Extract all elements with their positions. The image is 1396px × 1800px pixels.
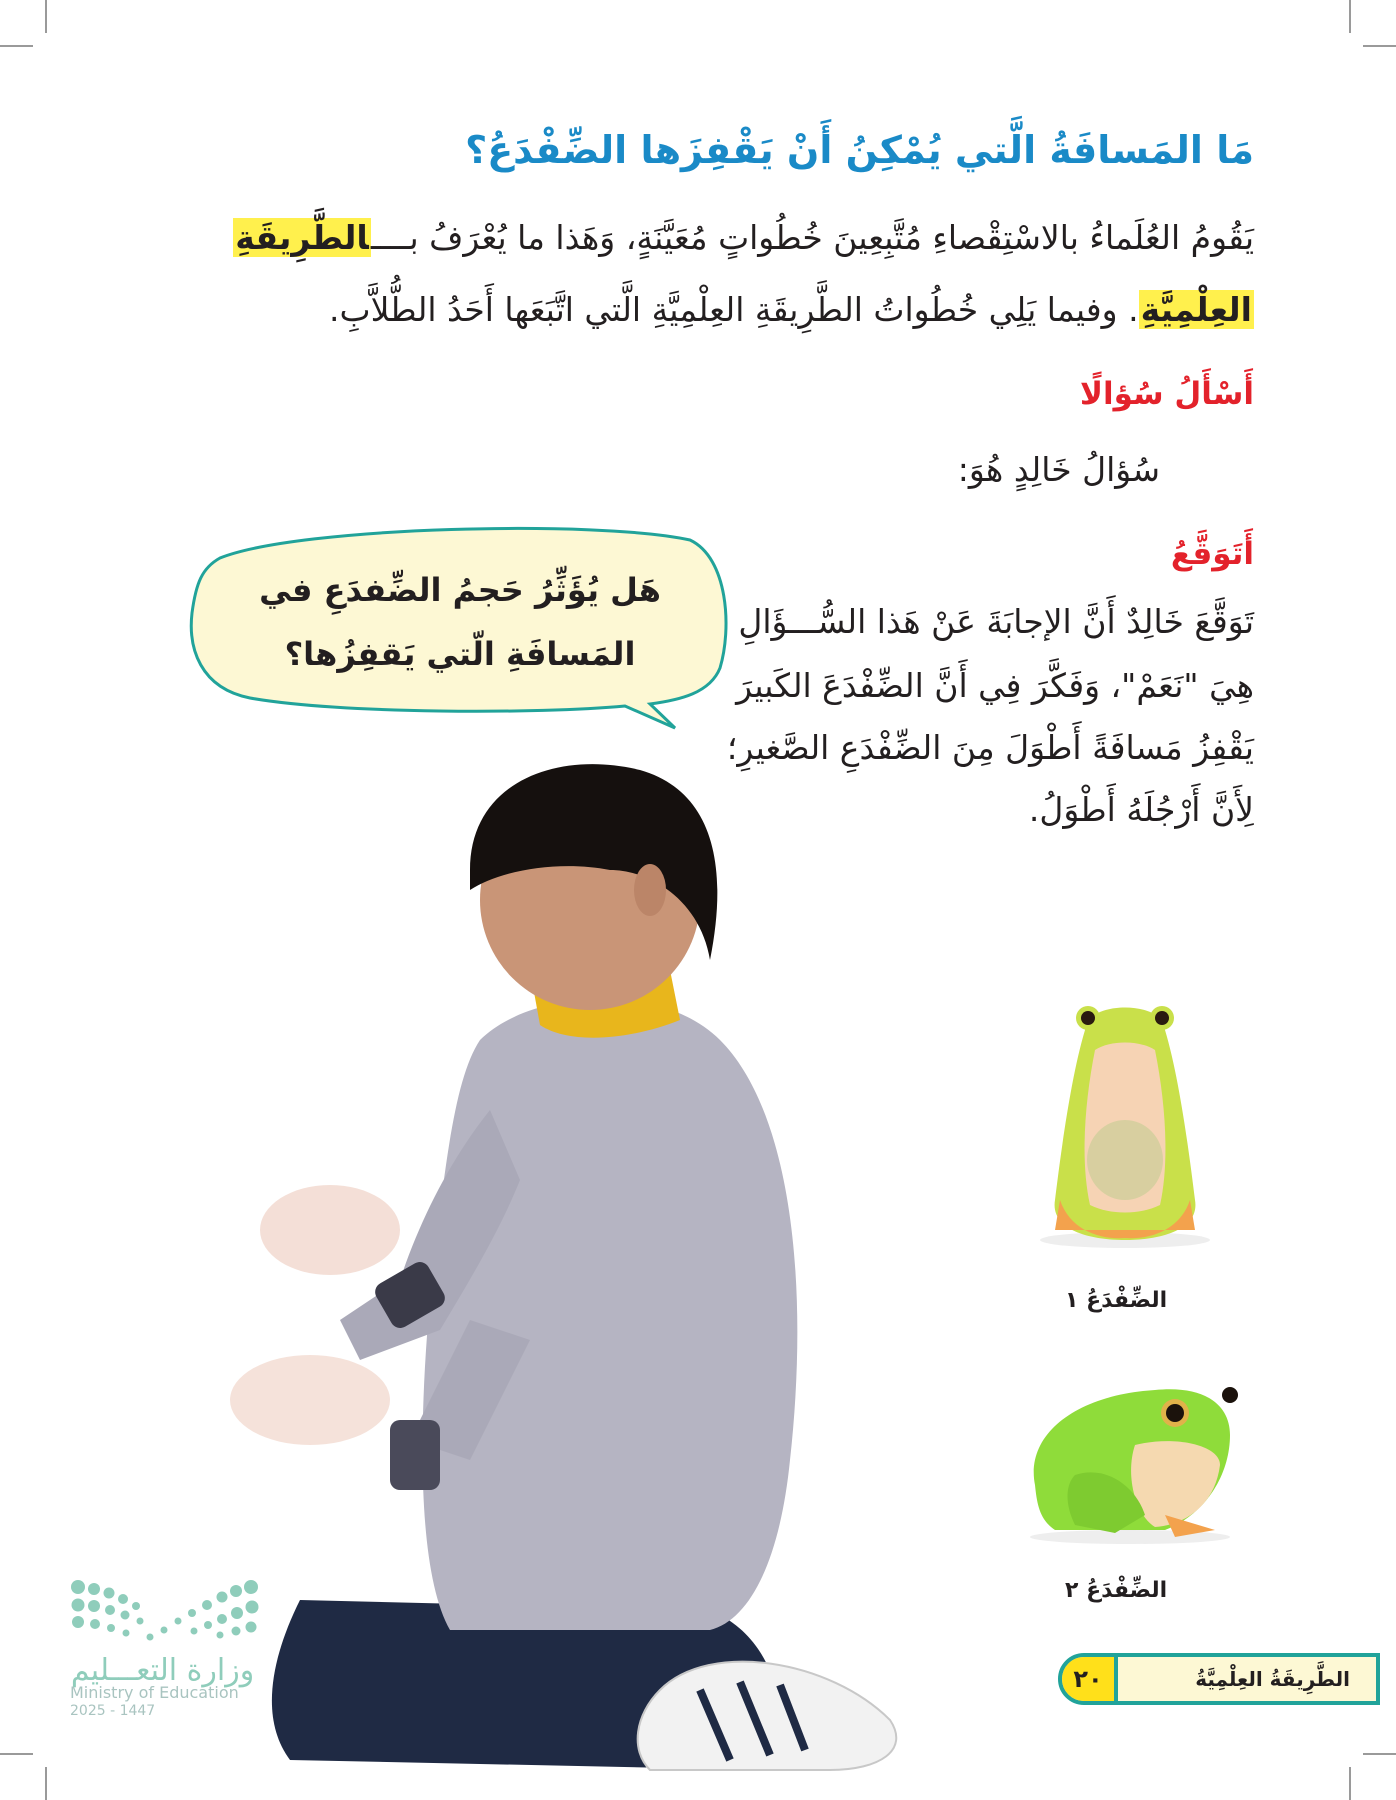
bubble-line-2: المَسافَةِ الّتي يَقفِزُها؟ [284,635,636,673]
crop-mark [45,1767,47,1800]
frog-1-caption: الضِّفْدَعُ ١ [1065,1288,1168,1313]
section-heading-ask: أَسْأَلُ سُؤالًا [1079,376,1254,412]
page-title: مَا المَسافَةُ الَّتي يُمْكِنُ أَنْ يَقْفِزَها الضِّفْدَعُ؟ [465,128,1254,172]
key-term-highlight: العِلْمِيَّةِ [1140,290,1252,329]
crop-mark [0,1753,33,1755]
boy-photo [230,760,930,1780]
bubble-line-1: هَل يُؤَثِّرُ حَجمُ الضِّفدَعِ في [259,571,661,609]
prediction-line: لِأَنَّ أَرْجُلَهُ أَطْوَلُ. [1028,790,1254,829]
crop-mark [1349,0,1351,33]
crop-mark [45,0,47,33]
chapter-label: الطَّرِيقَةُ العِلْمِيَّةُ [1195,1667,1350,1691]
ministry-dots-icon [70,1575,260,1645]
speech-bubble-text [220,558,700,686]
crop-mark [1363,1753,1396,1755]
ministry-name-arabic: وزارة التعـــليم [70,1653,255,1688]
intro-line-2 [329,290,1254,330]
frog-2-caption: الضِّفْدَعُ ٢ [1065,1578,1168,1603]
prediction-line: يَقْفِزُ مَسافَةً أَطْوَلَ مِنَ الضِّفْدَعِ الصَّغيرِ؛ [726,728,1254,767]
intro-text: يَقُومُ العُلَماءُ بالاسْتِقْصاءِ مُتَّبِعِينَ خُطُواتٍ مُعَيَّنَةٍ، وَهَذا ما يُعْرَفُ بــــ [370,218,1254,257]
ministry-logo [70,1575,260,1719]
prediction-line: تَوَقَّعَ خَالِدٌ أَنَّ الإجابَةَ عَنْ هَذا السُّـــؤَالِ [738,602,1254,641]
page-number: ٢٠ [1062,1657,1118,1701]
crop-mark [1363,45,1396,47]
frog-1-photo [1030,990,1220,1250]
question-intro: سُؤالُ خَالِدٍ هُوَ: [957,450,1160,489]
key-term-highlight: الطَّرِيقَةِ [235,218,369,257]
ministry-name-english: Ministry of Education [70,1683,239,1702]
intro-text: . وفيما يَلِي خُطُواتُ الطَّرِيقَةِ العِلْمِيَّةِ الَّتي اتَّبَعَها أَحَدُ الطُّلاَّبِ. [329,290,1139,329]
frog-2-photo [1015,1365,1245,1545]
section-heading-predict: أَتَوَقَّعُ [1170,536,1254,572]
edition-year: 2025 - 1447 [70,1703,156,1719]
crop-mark [1349,1767,1351,1800]
crop-mark [0,45,33,47]
page-footer-badge [1058,1653,1380,1705]
speech-bubble [180,518,740,748]
intro-line-1 [233,218,1254,258]
prediction-line: هِيَ "نَعَمْ"، وَفَكَّرَ فِي أَنَّ الضِّفْدَعَ الكَبيرَ [736,666,1254,705]
